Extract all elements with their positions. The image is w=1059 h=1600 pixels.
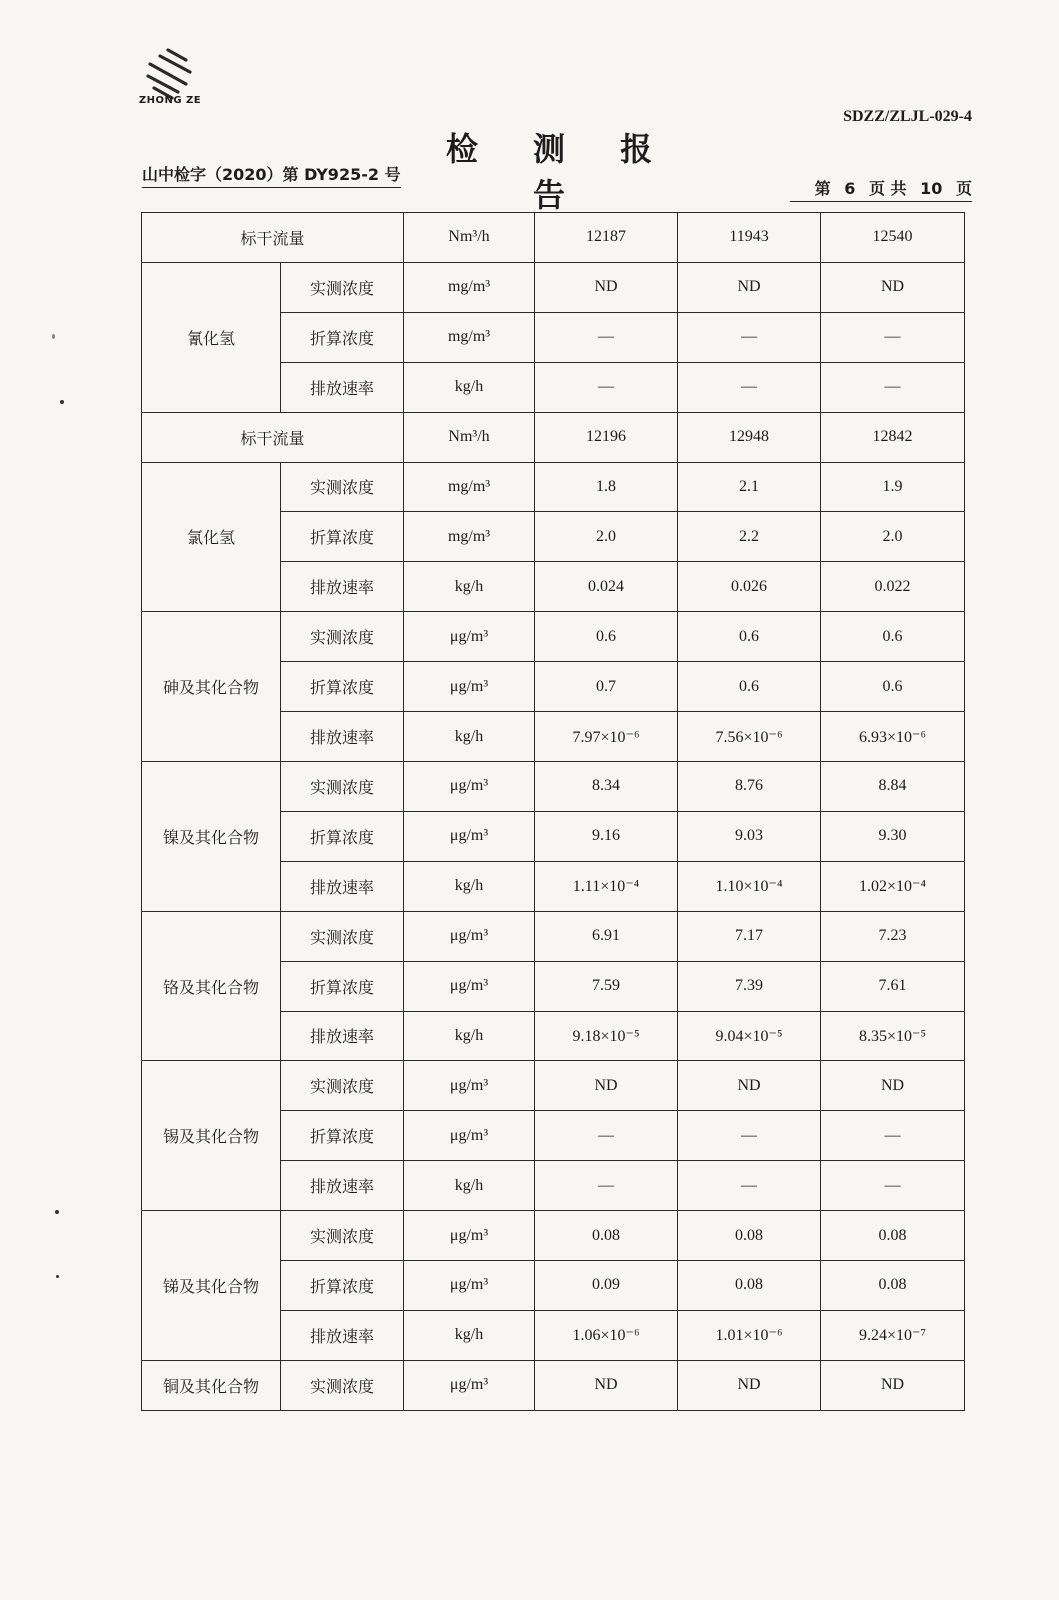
value-cell: 7.39 — [678, 961, 821, 1011]
value-cell: 9.04×10⁻⁵ — [678, 1011, 821, 1061]
value-cell: 9.30 — [821, 811, 965, 861]
results-table — [141, 212, 965, 1411]
value-cell: — — [821, 362, 965, 412]
flow-row — [142, 213, 965, 263]
scan-speck — [52, 334, 55, 339]
page-indicator — [790, 176, 972, 202]
value-cell: 1.01×10⁻⁶ — [678, 1310, 821, 1360]
unit-cell: mg/m³ — [404, 512, 535, 562]
parameter-label: 排放速率 — [281, 1161, 404, 1211]
value-cell: 6.93×10⁻⁶ — [821, 712, 965, 762]
unit-cell: kg/h — [404, 1161, 535, 1211]
pollutant-name: 锡及其化合物 — [142, 1061, 281, 1211]
value-cell: 0.6 — [678, 612, 821, 662]
flow-label: 标干流量 — [142, 213, 404, 263]
parameter-label: 实测浓度 — [281, 1061, 404, 1111]
parameter-label: 排放速率 — [281, 861, 404, 911]
parameter-label: 排放速率 — [281, 362, 404, 412]
value-cell: 0.7 — [535, 662, 678, 712]
value-cell: 7.59 — [535, 961, 678, 1011]
value-cell: — — [821, 1161, 965, 1211]
flow-unit: Nm³/h — [404, 213, 535, 263]
value-cell: 9.18×10⁻⁵ — [535, 1011, 678, 1061]
table-row — [142, 1360, 965, 1410]
parameter-label: 实测浓度 — [281, 462, 404, 512]
page-total: 10 — [920, 179, 943, 198]
value-cell: 7.97×10⁻⁶ — [535, 712, 678, 762]
unit-cell: kg/h — [404, 861, 535, 911]
value-cell: 0.08 — [678, 1211, 821, 1261]
parameter-label: 实测浓度 — [281, 612, 404, 662]
table-row — [142, 1061, 965, 1111]
value-cell: 0.024 — [535, 562, 678, 612]
parameter-label: 折算浓度 — [281, 811, 404, 861]
logo-text: ZHONG ZE — [138, 95, 202, 106]
value-cell: ND — [678, 262, 821, 312]
report-number: 山中检字（2020）第 DY925-2 号 — [142, 162, 401, 188]
value-cell: ND — [535, 262, 678, 312]
unit-cell: kg/h — [404, 562, 535, 612]
unit-cell: μg/m³ — [404, 1261, 535, 1311]
parameter-label: 排放速率 — [281, 1011, 404, 1061]
value-cell: 1.8 — [535, 462, 678, 512]
unit-cell: μg/m³ — [404, 1211, 535, 1261]
value-cell: — — [821, 312, 965, 362]
page-current: 6 — [844, 179, 856, 198]
flow-unit: Nm³/h — [404, 412, 535, 462]
parameter-label: 实测浓度 — [281, 262, 404, 312]
value-cell: ND — [678, 1360, 821, 1410]
value-cell: 8.35×10⁻⁵ — [821, 1011, 965, 1061]
unit-cell: μg/m³ — [404, 911, 535, 961]
pollutant-name: 砷及其化合物 — [142, 612, 281, 762]
value-cell: ND — [678, 1061, 821, 1111]
value-cell: — — [678, 1161, 821, 1211]
unit-cell: kg/h — [404, 362, 535, 412]
parameter-label: 折算浓度 — [281, 1111, 404, 1161]
table-row — [142, 1211, 965, 1261]
value-cell: 0.6 — [821, 612, 965, 662]
value-cell: 0.08 — [821, 1261, 965, 1311]
value-cell: 0.08 — [535, 1211, 678, 1261]
value-cell: 1.06×10⁻⁶ — [535, 1310, 678, 1360]
value-cell: 8.84 — [821, 761, 965, 811]
value-cell: 0.6 — [678, 662, 821, 712]
unit-cell: μg/m³ — [404, 1360, 535, 1410]
flow-value: 12187 — [535, 213, 678, 263]
value-cell: 0.09 — [535, 1261, 678, 1311]
page-label-prefix: 第 — [814, 179, 831, 198]
pollutant-name: 铜及其化合物 — [142, 1360, 281, 1410]
value-cell: 9.03 — [678, 811, 821, 861]
value-cell: ND — [535, 1061, 678, 1111]
value-cell: 1.11×10⁻⁴ — [535, 861, 678, 911]
value-cell: 0.08 — [678, 1261, 821, 1311]
unit-cell: μg/m³ — [404, 662, 535, 712]
parameter-label: 实测浓度 — [281, 1211, 404, 1261]
table-row — [142, 911, 965, 961]
pollutant-name: 氰化氢 — [142, 262, 281, 412]
value-cell: — — [535, 362, 678, 412]
value-cell: 2.0 — [821, 512, 965, 562]
value-cell: 7.17 — [678, 911, 821, 961]
value-cell: ND — [821, 1360, 965, 1410]
table-row — [142, 612, 965, 662]
scan-speck — [56, 1275, 59, 1278]
unit-cell: μg/m³ — [404, 811, 535, 861]
table-row — [142, 262, 965, 312]
value-cell: 1.9 — [821, 462, 965, 512]
value-cell: — — [535, 1161, 678, 1211]
unit-cell: μg/m³ — [404, 1061, 535, 1111]
parameter-label: 排放速率 — [281, 1310, 404, 1360]
value-cell: — — [678, 362, 821, 412]
unit-cell: mg/m³ — [404, 262, 535, 312]
unit-cell: μg/m³ — [404, 1111, 535, 1161]
unit-cell: μg/m³ — [404, 961, 535, 1011]
unit-cell: μg/m³ — [404, 612, 535, 662]
value-cell: 1.10×10⁻⁴ — [678, 861, 821, 911]
parameter-label: 折算浓度 — [281, 312, 404, 362]
value-cell: 2.0 — [535, 512, 678, 562]
parameter-label: 实测浓度 — [281, 911, 404, 961]
parameter-label: 折算浓度 — [281, 662, 404, 712]
value-cell: 8.34 — [535, 761, 678, 811]
value-cell: 0.6 — [821, 662, 965, 712]
value-cell: — — [678, 1111, 821, 1161]
value-cell: 7.61 — [821, 961, 965, 1011]
flow-value: 12948 — [678, 412, 821, 462]
scan-speck — [55, 1210, 59, 1214]
parameter-label: 排放速率 — [281, 562, 404, 612]
value-cell: 0.022 — [821, 562, 965, 612]
parameter-label: 折算浓度 — [281, 512, 404, 562]
value-cell: 8.76 — [678, 761, 821, 811]
flow-value: 12540 — [821, 213, 965, 263]
flow-value: 11943 — [678, 213, 821, 263]
pollutant-name: 铬及其化合物 — [142, 911, 281, 1061]
flow-row — [142, 412, 965, 462]
value-cell: 0.6 — [535, 612, 678, 662]
value-cell: ND — [535, 1360, 678, 1410]
flow-label: 标干流量 — [142, 412, 404, 462]
value-cell: 6.91 — [535, 911, 678, 961]
flow-value: 12842 — [821, 412, 965, 462]
unit-cell: kg/h — [404, 1011, 535, 1061]
table-row — [142, 462, 965, 512]
pollutant-name: 锑及其化合物 — [142, 1211, 281, 1361]
value-cell: 9.16 — [535, 811, 678, 861]
parameter-label: 折算浓度 — [281, 1261, 404, 1311]
page-title: 检 测 报 告 — [445, 130, 675, 214]
pollutant-name: 氯化氢 — [142, 462, 281, 612]
parameter-label: 排放速率 — [281, 712, 404, 762]
pollutant-name: 镍及其化合物 — [142, 761, 281, 911]
unit-cell: kg/h — [404, 712, 535, 762]
parameter-label: 实测浓度 — [281, 1360, 404, 1410]
value-cell: 2.2 — [678, 512, 821, 562]
parameter-label: 折算浓度 — [281, 961, 404, 1011]
document-code: SDZZ/ZLJL-029-4 — [843, 108, 972, 125]
value-cell: — — [821, 1111, 965, 1161]
table-row — [142, 761, 965, 811]
value-cell: ND — [821, 262, 965, 312]
value-cell: — — [535, 312, 678, 362]
page-label-mid: 页 共 — [868, 179, 907, 198]
value-cell: 9.24×10⁻⁷ — [821, 1310, 965, 1360]
value-cell: 0.026 — [678, 562, 821, 612]
value-cell: ND — [821, 1061, 965, 1111]
value-cell: 1.02×10⁻⁴ — [821, 861, 965, 911]
unit-cell: mg/m³ — [404, 312, 535, 362]
unit-cell: mg/m³ — [404, 462, 535, 512]
scan-speck — [60, 400, 64, 404]
value-cell: 7.56×10⁻⁶ — [678, 712, 821, 762]
value-cell: — — [535, 1111, 678, 1161]
value-cell: — — [678, 312, 821, 362]
unit-cell: kg/h — [404, 1310, 535, 1360]
value-cell: 2.1 — [678, 462, 821, 512]
value-cell: 0.08 — [821, 1211, 965, 1261]
unit-cell: μg/m³ — [404, 761, 535, 811]
parameter-label: 实测浓度 — [281, 761, 404, 811]
value-cell: 7.23 — [821, 911, 965, 961]
page-label-suffix: 页 — [955, 179, 972, 198]
flow-value: 12196 — [535, 412, 678, 462]
